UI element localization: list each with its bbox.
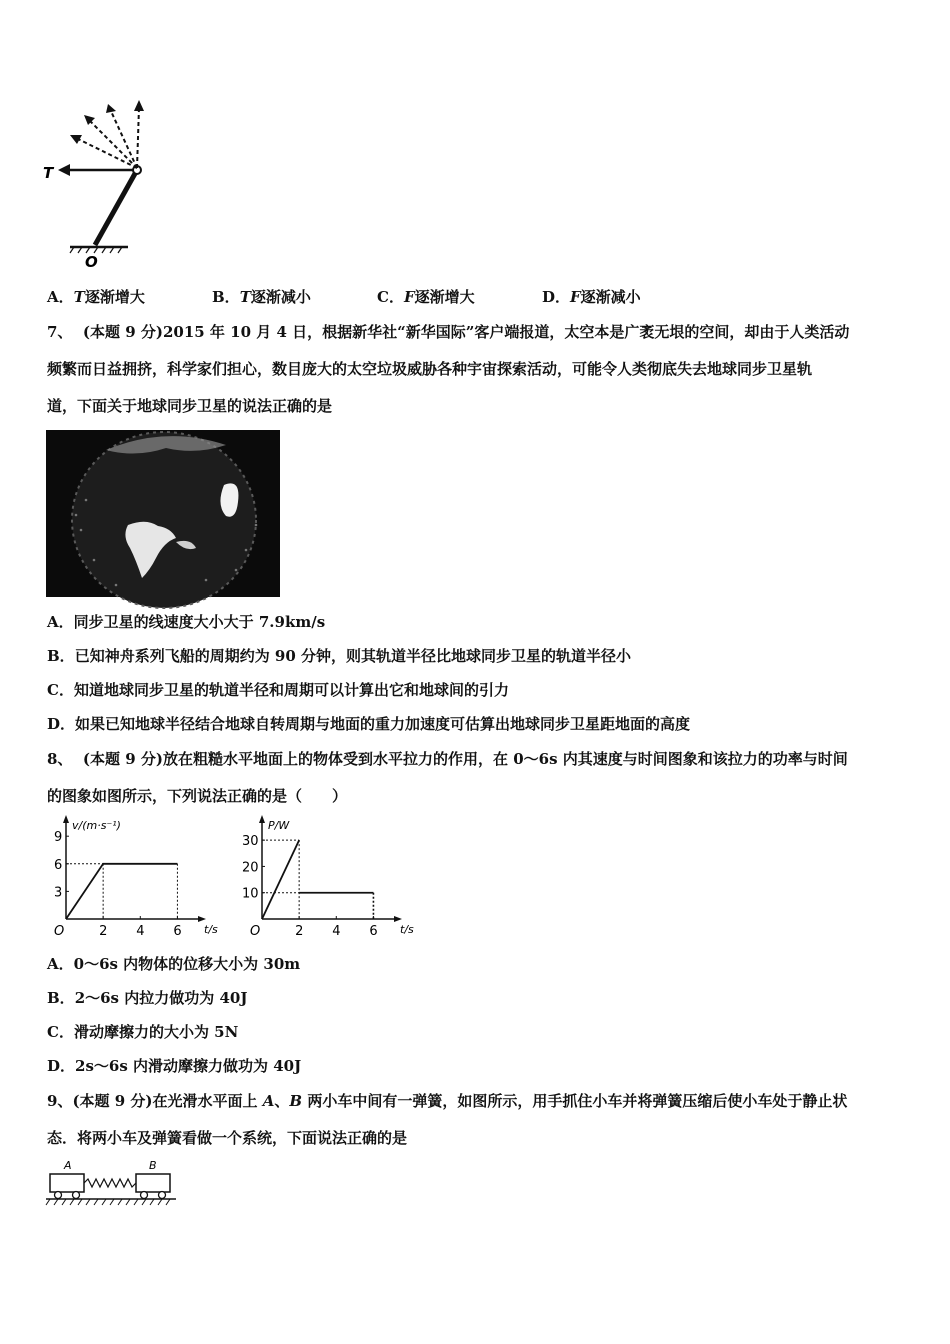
q6-option-a[interactable]: A．T逐渐增大 <box>47 288 145 306</box>
vt-y-arrow <box>63 815 69 823</box>
vt-x-tick-label: 4 <box>136 924 145 939</box>
q7-option-c[interactable]: C．知道地球同步卫星的轨道半径和周期可以计算出它和地球间的引力 <box>47 681 509 699</box>
q7-option-d[interactable]: D．如果已知地球半径结合地球自转周期与地面的重力加速度可估算出地球同步卫星距地面的高度 <box>47 715 691 733</box>
pt-y-tick-label: 30 <box>242 834 259 850</box>
q8-velocity-time-chart <box>44 815 218 940</box>
q7-stem-line-1: 7、 (本题 9 分)2015 年 10 月 4 日，根据新华社“新华国际”客户端报道，太空本是广袤无垠的空间，却由于人类活动 <box>47 323 850 341</box>
vt-x-tick-label: 6 <box>173 924 182 939</box>
q9-number: 9、 <box>47 1092 73 1110</box>
pt-y-arrow <box>259 815 265 823</box>
vt-x-tick-label: 2 <box>99 924 108 939</box>
q9-stem-line-2: 态．将两小车及弹簧看做一个系统，下面说法正确的是 <box>47 1129 408 1147</box>
vt-origin-label: O <box>54 924 65 939</box>
q7-option-b[interactable]: B．已知神舟系列飞船的周期约为 90 分钟，则其轨道半径比地球同步卫星的轨道半径小 <box>47 647 632 665</box>
vt-y-tick-label: 6 <box>54 857 63 873</box>
q6-options <box>47 286 641 307</box>
q8-option-b[interactable]: B．2～6s 内拉力做功为 40J <box>47 989 248 1007</box>
q6-option-c[interactable]: C．F逐渐增大 <box>377 288 475 306</box>
q7-option-a[interactable]: A．同步卫星的线速度大小大于 7.9km/s <box>47 613 326 631</box>
label-O: O <box>85 253 98 271</box>
rod <box>95 170 137 245</box>
pt-y-tick-label: 20 <box>242 860 259 876</box>
pt-y-tick-label: 10 <box>242 886 259 902</box>
q7-earth-photo <box>46 430 280 597</box>
q8-option-a[interactable]: A．0～6s 内物体的位移大小为 30m <box>47 955 301 973</box>
pt-origin-label: O <box>250 924 261 939</box>
q8-power-time-chart <box>240 815 414 940</box>
vt-y-tick-label: 9 <box>54 830 63 846</box>
q8-stem-line-2: 的图象如图所示，下列说法正确的是（ ） <box>47 787 348 805</box>
q6-option-d[interactable]: D．F逐渐减小 <box>542 288 641 306</box>
pt-x-label: t/s <box>400 923 414 936</box>
vt-y-tick-label: 3 <box>54 885 63 901</box>
label-T: T <box>43 164 54 182</box>
q9-stem-line-1: 9、(本题 9 分)在光滑水平面上 A、B 两小车中间有一弹簧，如图所示，用手抓住小车并将弹簧压缩后使小车处于静止状 <box>47 1092 848 1110</box>
q8-number: 8、 <box>47 750 73 768</box>
q8-option-d[interactable]: D．2s～6s 内滑动摩擦力做功为 40J <box>47 1057 302 1075</box>
vt-y-label: v/(m·s⁻¹) <box>72 819 121 832</box>
pt-x-arrow <box>394 916 402 922</box>
pt-series-segment-1 <box>262 840 299 919</box>
vt-series-line <box>66 864 177 919</box>
q8-stem-line-1: 8、 (本题 9 分)放在粗糙水平地面上的物体受到水平拉力的作用，在 0～6s 内其速度与时间图象和该拉力的功率与时间 <box>47 750 848 768</box>
q9-carts-spring-figure <box>44 1158 184 1210</box>
q7-number: 7、 <box>47 323 73 341</box>
q6-option-b[interactable]: B．T逐渐减小 <box>212 288 311 306</box>
cart-b-label: B <box>149 1159 157 1172</box>
pt-x-tick-label: 4 <box>332 924 341 939</box>
vt-x-arrow <box>198 916 206 922</box>
q7-stem-line-2: 频繁而日益拥挤，科学家们担心，数目庞大的太空垃圾威胁各种宇宙探索活动，可能令人类彻底失去地球同步卫星轨 <box>47 360 813 378</box>
pt-x-tick-label: 6 <box>369 924 378 939</box>
cart-a-label: A <box>64 1159 72 1172</box>
vt-x-label: t/s <box>204 923 218 936</box>
pt-x-tick-label: 2 <box>295 924 304 939</box>
pt-y-label: P/W <box>268 819 290 832</box>
q8-option-c[interactable]: C．滑动摩擦力的大小为 5N <box>47 1023 239 1041</box>
q6-force-diagram <box>40 95 160 270</box>
q7-stem-line-3: 道，下面关于地球同步卫星的说法正确的是 <box>47 397 333 415</box>
